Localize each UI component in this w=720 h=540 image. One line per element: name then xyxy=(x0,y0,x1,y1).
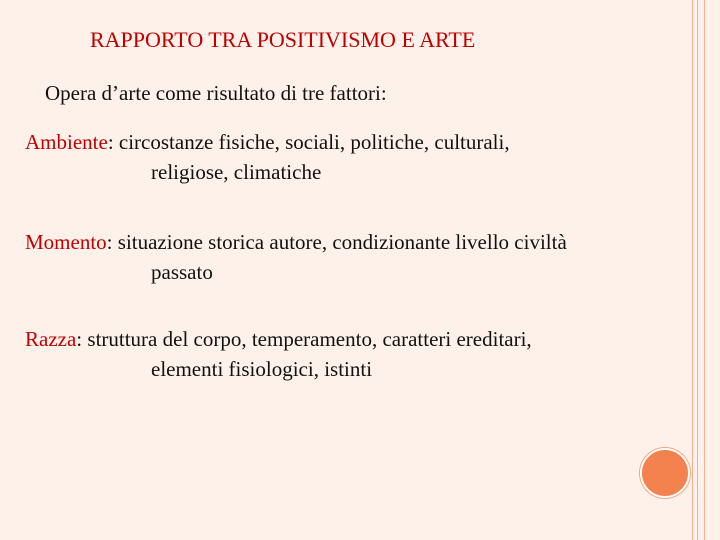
factor-description: circostanze fisiche, sociali, politiche, culturali, xyxy=(118,130,510,154)
factor-ambiente xyxy=(25,127,675,187)
factor-momento xyxy=(25,227,675,287)
factor-term: Ambiente xyxy=(25,130,108,154)
factor-description: situazione storica autore, condizionante livello civiltà xyxy=(117,230,567,254)
decorative-vertical-line xyxy=(704,0,705,540)
factor-separator: : xyxy=(107,130,119,154)
factor-description-continued: passato xyxy=(151,260,213,284)
slide-title: RAPPORTO TRA POSITIVISMO E ARTE xyxy=(90,27,476,52)
factor-separator: : xyxy=(76,327,88,351)
factor-first-line xyxy=(25,127,675,157)
decorative-vertical-line xyxy=(692,0,693,540)
decorative-vertical-line xyxy=(697,0,698,540)
factor-first-line xyxy=(25,324,675,354)
factor-description: struttura del corpo, temperamento, caratteri ereditari, xyxy=(87,327,532,351)
factor-first-line xyxy=(25,227,675,257)
factor-separator: : xyxy=(106,230,118,254)
factor-term: Momento xyxy=(25,230,107,254)
factor-razza xyxy=(25,324,675,384)
factor-description-continued: religiose, climatiche xyxy=(151,160,322,184)
decorative-orb-icon xyxy=(640,448,690,498)
factor-description-continued: elementi fisiologici, istinti xyxy=(151,357,373,381)
intro-text: Opera d’arte come risultato di tre fattori: xyxy=(45,81,387,105)
factor-term: Razza xyxy=(25,327,77,351)
